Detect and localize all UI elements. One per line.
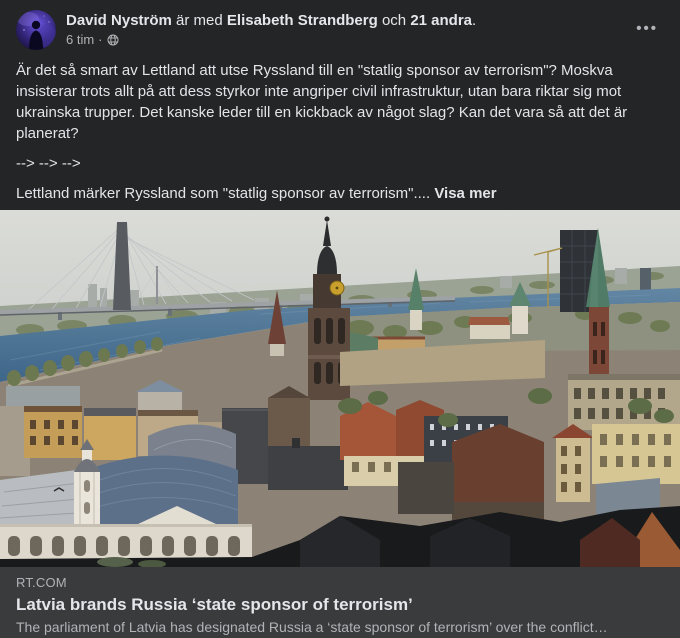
link-domain: RT.COM [16,575,67,590]
timestamp[interactable]: 6 tim [66,32,95,47]
tagged-name[interactable]: Elisabeth Strandberg [226,12,378,29]
meta-line [66,32,630,47]
link-description: The parliament of Latvia has designated Russia a ‘state sponsor of terrorism’ over the conflict… [16,619,608,635]
post-text [0,54,680,210]
truncated-text: Lettland märker Ryssland som "statlig sponsor av terrorism".... [16,185,431,202]
and-text: och [377,12,411,29]
byline [66,11,630,30]
post-header [0,0,680,54]
with-text: är med [171,12,227,29]
post-header-info [66,10,630,54]
link-title: Latvia brands Russia ‘state sponsor of terrorism’ [16,595,413,614]
author-name[interactable]: David Nyström [66,12,172,29]
avatar-image [16,10,56,50]
link-preview-card[interactable] [0,567,680,638]
byline-period: . [472,12,477,29]
riga-aerial-illustration [0,210,680,567]
see-more-link[interactable]: Visa mer [434,185,497,202]
avatar[interactable] [16,10,56,50]
post-photo[interactable] [0,210,680,567]
dot-separator: · [98,32,103,47]
post-arrows: --> --> --> [16,155,81,172]
post-paragraph: Är det så smart av Lettland att utse Ryssland till en "statlig sponsor av terrorism"? Moskva insisterar trots allt på att dess styrkor inte angriper civil infrastruktur, utan bara riktar sig mot ukrainska trupper. Det kanske leder till en kickback av något slag? Kan det vara så att det är planerat? [16,62,628,142]
post-paragraph-truncated [16,183,664,204]
others-link[interactable]: 21 andra [410,12,473,29]
more-options-button[interactable]: ••• [636,20,658,37]
globe-icon [107,34,119,46]
